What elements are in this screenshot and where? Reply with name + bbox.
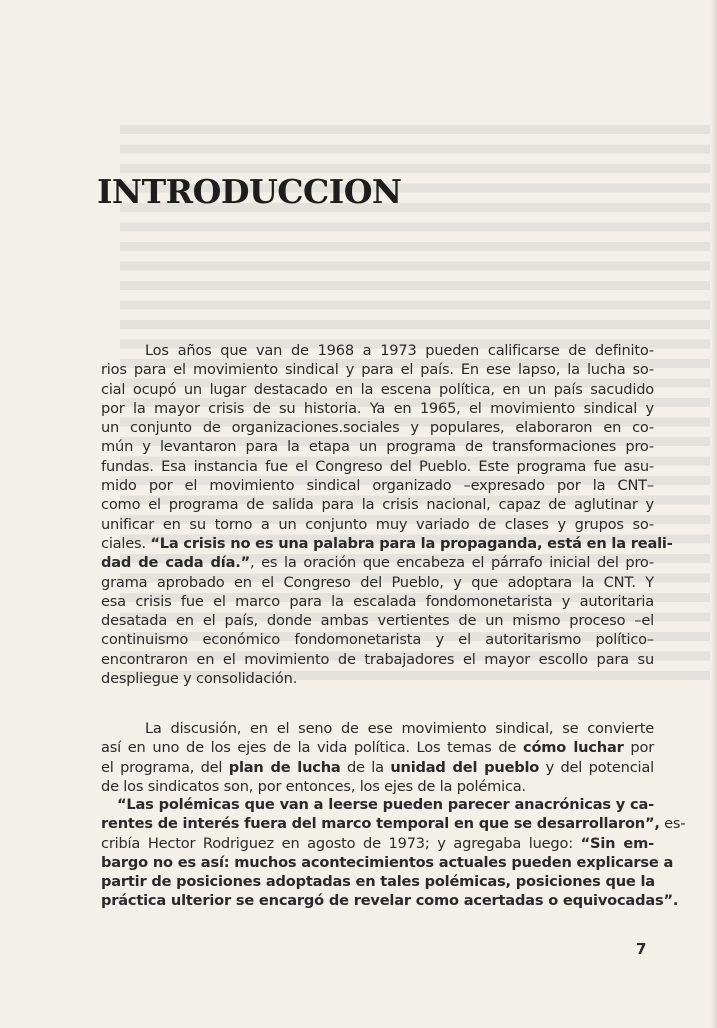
text-segment: el programa, del	[101, 758, 229, 776]
text-line	[101, 611, 654, 630]
text-segment: mido por el movimiento sindical organizado –expresado por la CNT–	[101, 477, 654, 495]
bold-text: bargo no es así: muchos acontecimientos actuales pueden explicarse a	[101, 853, 674, 871]
text-segment: La discusión, en el seno de ese movimiento sindical, se convierte	[145, 720, 654, 737]
text-line	[101, 853, 674, 872]
text-segment: esa crisis fue el marco para la escalada fondomonetarista y autoritaria	[101, 592, 654, 610]
text-line	[101, 573, 654, 592]
text-line	[101, 669, 654, 688]
text-line	[101, 380, 654, 399]
bold-text: práctica ulterior se encargó de revelar como acertadas o equivocadas”.	[101, 892, 679, 910]
text-segment: cial ocupó un lugar destacado en la escena política, en un país sacudido	[101, 380, 654, 398]
text-segment: unificar en su torno a un conjunto muy variado de clases y grupos so-	[101, 515, 654, 533]
chapter-title: INTRODUCCION	[97, 172, 402, 211]
text-line	[101, 534, 673, 553]
text-line	[101, 891, 679, 910]
bold-text: “Sin em-	[580, 834, 654, 852]
text-line	[101, 650, 654, 669]
bold-text: unidad del pueblo	[390, 758, 540, 776]
text-segment: rios para el movimiento sindical y para el país. En ese lapso, la lucha so-	[101, 361, 654, 379]
text-segment: Los años que van de 1968 a 1973 pueden calificarse de definito-	[145, 342, 654, 359]
text-line	[101, 738, 654, 757]
text-segment: es-	[659, 815, 686, 833]
paragraph-2	[101, 719, 654, 796]
text-segment: ciales.	[101, 534, 151, 552]
text-line	[101, 719, 654, 738]
text-line	[101, 630, 654, 649]
bold-text: partir de posiciones adoptadas en tales polémicas, posiciones que la	[101, 873, 655, 891]
text-segment: desatada en el país, donde ambas vertientes de un mismo proceso –el	[101, 612, 654, 630]
text-segment: grama aprobado en el Congreso del Pueblo, y que adoptara la CNT. Y	[101, 573, 654, 591]
text-segment: por	[623, 739, 654, 757]
paragraph-1	[101, 341, 673, 688]
text-segment: como el programa de salida para la crisis nacional, capaz de aglutinar y	[101, 496, 654, 514]
bold-text: dad de cada día.”	[101, 554, 250, 572]
bold-text: rentes de interés fuera del marco temporal en que se desarrollaron”,	[101, 815, 660, 833]
text-line	[101, 437, 654, 456]
paragraph-3	[101, 795, 686, 911]
text-line	[101, 476, 654, 495]
text-line	[101, 553, 654, 572]
text-line	[101, 795, 654, 814]
text-segment: de la	[340, 758, 391, 776]
text-segment: de los sindicatos son, por entonces, los ejes de la polémica.	[101, 777, 526, 795]
page-edge-shadow	[711, 0, 717, 1028]
text-line	[101, 457, 654, 476]
text-line	[101, 777, 654, 796]
text-segment: encontraron en el movimiento de trabajadores el mayor escollo para su	[101, 650, 654, 668]
text-line	[101, 592, 654, 611]
page-number: 7	[636, 940, 647, 958]
text-segment: , es la oración que encabeza el párrafo inicial del pro-	[250, 554, 654, 572]
text-line	[101, 758, 654, 777]
bold-text: “Las polémicas que van a leerse pueden parecer anacrónicas y ca-	[117, 796, 654, 813]
text-segment: despliegue y consolidación.	[101, 670, 298, 688]
text-line	[101, 872, 654, 891]
text-segment: cribía Hector Rodriguez en agosto de 1973; y agregaba luego:	[101, 834, 581, 852]
text-line	[101, 399, 654, 418]
bold-text: plan de lucha	[228, 758, 341, 776]
text-line	[101, 814, 686, 833]
bold-text: “La crisis no es una palabra para la propaganda, está en la reali-	[150, 534, 673, 552]
text-line	[101, 418, 654, 437]
text-line	[101, 495, 654, 514]
text-segment: fundas. Esa instancia fue el Congreso del Pueblo. Este programa fue asu-	[101, 457, 654, 475]
text-segment: por la mayor crisis de su historia. Ya en 1965, el movimiento sindical y	[101, 399, 654, 417]
text-line	[101, 341, 654, 360]
text-segment: mún y levantaron para la etapa un programa de transformaciones pro-	[101, 438, 654, 456]
text-segment: así en uno de los ejes de la vida política. Los temas de	[101, 739, 523, 757]
text-segment: un conjunto de organizaciones.sociales y populares, elaboraron en co-	[101, 419, 654, 437]
text-segment: continuismo económico fondomonetarista y el autoritarismo político–	[101, 631, 654, 649]
text-line	[101, 515, 654, 534]
text-segment: y del potencial	[539, 758, 654, 776]
bold-text: cómo luchar	[523, 739, 624, 757]
text-line	[101, 834, 654, 853]
text-line	[101, 360, 654, 379]
